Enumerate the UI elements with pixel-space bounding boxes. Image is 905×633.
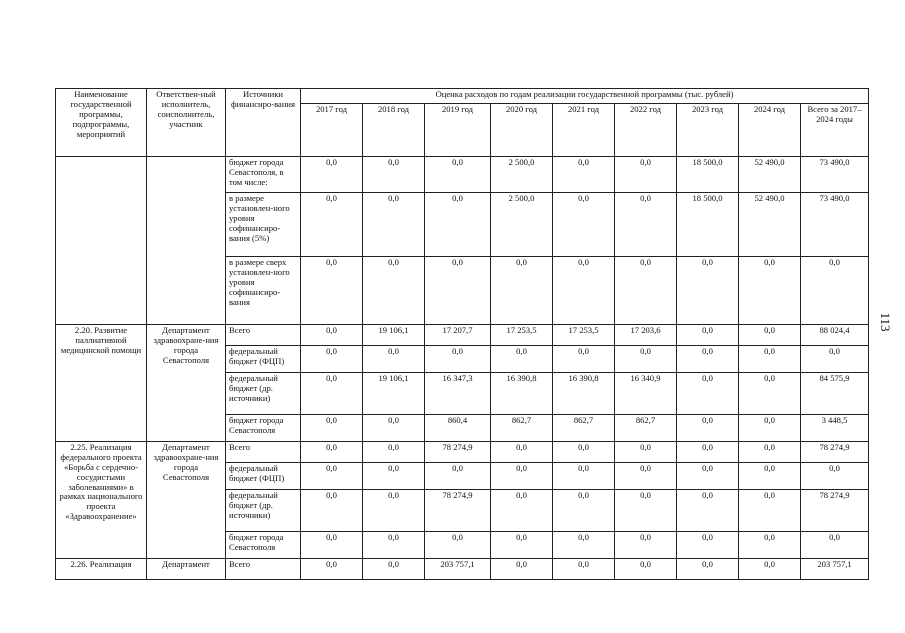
funding-source: бюджет города Севастополя, в том числе: xyxy=(226,157,301,193)
budget-table xyxy=(55,88,869,580)
year-value: 78 274,9 xyxy=(425,442,491,463)
header-source: Источники финансиро-вания xyxy=(226,89,301,157)
year-value: 0,0 xyxy=(615,490,677,532)
year-value: 0,0 xyxy=(615,157,677,193)
header-executor: Ответствен-ный исполнитель, соисполнитель, участник xyxy=(147,89,226,157)
program-executor: Департамент xyxy=(147,559,226,580)
year-value: 0,0 xyxy=(615,193,677,257)
year-value: 0,0 xyxy=(739,463,801,490)
header-total: Всего за 2017–2024 годы xyxy=(801,104,869,157)
year-value: 0,0 xyxy=(739,559,801,580)
total-value: 0,0 xyxy=(801,463,869,490)
year-value: 862,7 xyxy=(615,415,677,442)
header-year: 2023 год xyxy=(677,104,739,157)
year-value: 0,0 xyxy=(677,463,739,490)
year-value: 0,0 xyxy=(615,257,677,325)
program-name xyxy=(56,157,147,325)
year-value: 19 106,1 xyxy=(363,373,425,415)
funding-source: федеральный бюджет (ФЦП) xyxy=(226,463,301,490)
year-value: 862,7 xyxy=(553,415,615,442)
year-value: 0,0 xyxy=(363,559,425,580)
year-value: 0,0 xyxy=(491,257,553,325)
year-value: 0,0 xyxy=(425,157,491,193)
funding-source: федеральный бюджет (др. источники) xyxy=(226,373,301,415)
funding-source: федеральный бюджет (ФЦП) xyxy=(226,346,301,373)
year-value: 0,0 xyxy=(739,415,801,442)
year-value: 0,0 xyxy=(677,559,739,580)
year-value: 0,0 xyxy=(615,532,677,559)
year-value: 0,0 xyxy=(301,157,363,193)
year-value: 0,0 xyxy=(553,257,615,325)
year-value: 18 500,0 xyxy=(677,157,739,193)
year-value: 2 500,0 xyxy=(491,193,553,257)
year-value: 0,0 xyxy=(553,346,615,373)
year-value: 19 106,1 xyxy=(363,325,425,346)
program-name: 2.26. Реализация xyxy=(56,559,147,580)
year-value: 203 757,1 xyxy=(425,559,491,580)
year-value: 0,0 xyxy=(677,490,739,532)
funding-source: бюджет города Севастополя xyxy=(226,415,301,442)
year-value: 0,0 xyxy=(301,415,363,442)
year-value: 0,0 xyxy=(491,559,553,580)
header-name: Наименование государственной программы, подпрограммы, мероприятий xyxy=(56,89,147,157)
total-value: 3 448,5 xyxy=(801,415,869,442)
year-value: 0,0 xyxy=(677,346,739,373)
total-value: 73 490,0 xyxy=(801,193,869,257)
year-value: 0,0 xyxy=(491,532,553,559)
year-value: 0,0 xyxy=(553,193,615,257)
total-value: 0,0 xyxy=(801,346,869,373)
total-value: 0,0 xyxy=(801,257,869,325)
program-name: 2.20. Развитие паллиативной медицинской помощи xyxy=(56,325,147,442)
year-value: 0,0 xyxy=(677,532,739,559)
year-value: 0,0 xyxy=(425,193,491,257)
table-body xyxy=(56,157,869,580)
year-value: 0,0 xyxy=(363,157,425,193)
year-value: 0,0 xyxy=(677,373,739,415)
year-value: 0,0 xyxy=(739,257,801,325)
year-value: 2 500,0 xyxy=(491,157,553,193)
year-value: 0,0 xyxy=(739,442,801,463)
year-value: 0,0 xyxy=(739,325,801,346)
year-value: 78 274,9 xyxy=(425,490,491,532)
header-year: 2017 год xyxy=(301,104,363,157)
total-value: 78 274,9 xyxy=(801,442,869,463)
funding-source: федеральный бюджет (др. источники) xyxy=(226,490,301,532)
year-value: 17 207,7 xyxy=(425,325,491,346)
funding-source: в размере сверх установлен-ного уровня софинансиро-вания xyxy=(226,257,301,325)
funding-source: бюджет города Севастополя xyxy=(226,532,301,559)
total-value: 78 274,9 xyxy=(801,490,869,532)
funding-source: в размере установлен-ного уровня софинансиро-вания (5%) xyxy=(226,193,301,257)
year-value: 0,0 xyxy=(363,415,425,442)
year-value: 17 253,5 xyxy=(491,325,553,346)
year-value: 0,0 xyxy=(301,559,363,580)
year-value: 16 340,9 xyxy=(615,373,677,415)
year-value: 0,0 xyxy=(363,532,425,559)
year-value: 0,0 xyxy=(301,463,363,490)
year-value: 0,0 xyxy=(301,193,363,257)
header-year: 2021 год xyxy=(553,104,615,157)
year-value: 0,0 xyxy=(615,346,677,373)
funding-source: Всего xyxy=(226,325,301,346)
year-value: 0,0 xyxy=(491,490,553,532)
total-value: 73 490,0 xyxy=(801,157,869,193)
year-value: 0,0 xyxy=(301,442,363,463)
year-value: 0,0 xyxy=(491,346,553,373)
year-value: 0,0 xyxy=(677,415,739,442)
year-value: 0,0 xyxy=(739,373,801,415)
year-value: 0,0 xyxy=(491,442,553,463)
year-value: 16 390,8 xyxy=(553,373,615,415)
year-value: 0,0 xyxy=(739,490,801,532)
total-value: 203 757,1 xyxy=(801,559,869,580)
funding-source: Всего xyxy=(226,559,301,580)
year-value: 0,0 xyxy=(677,325,739,346)
year-value: 0,0 xyxy=(301,373,363,415)
total-value: 0,0 xyxy=(801,532,869,559)
total-value: 84 575,9 xyxy=(801,373,869,415)
year-value: 0,0 xyxy=(553,490,615,532)
year-value: 0,0 xyxy=(677,442,739,463)
program-executor: Департамент здравоохране-ния города Севастополя xyxy=(147,442,226,559)
year-value: 16 347,3 xyxy=(425,373,491,415)
program-executor xyxy=(147,157,226,325)
header-year: 2020 год xyxy=(491,104,553,157)
year-value: 0,0 xyxy=(553,442,615,463)
header-year: 2019 год xyxy=(425,104,491,157)
year-value: 0,0 xyxy=(363,442,425,463)
year-value: 0,0 xyxy=(425,257,491,325)
year-value: 0,0 xyxy=(615,559,677,580)
year-value: 0,0 xyxy=(301,532,363,559)
year-value: 0,0 xyxy=(301,325,363,346)
year-value: 0,0 xyxy=(363,193,425,257)
year-value: 52 490,0 xyxy=(739,157,801,193)
year-value: 0,0 xyxy=(553,559,615,580)
year-value: 0,0 xyxy=(301,346,363,373)
year-value: 0,0 xyxy=(739,346,801,373)
program-executor: Департамент здравоохране-ния города Севастополя xyxy=(147,325,226,442)
year-value: 0,0 xyxy=(363,346,425,373)
year-value: 0,0 xyxy=(425,463,491,490)
header-year: 2018 год xyxy=(363,104,425,157)
page-number: 113 xyxy=(878,312,893,332)
year-value: 0,0 xyxy=(363,463,425,490)
year-value: 0,0 xyxy=(615,442,677,463)
year-value: 0,0 xyxy=(615,463,677,490)
year-value: 0,0 xyxy=(301,257,363,325)
year-value: 18 500,0 xyxy=(677,193,739,257)
year-value: 17 203,6 xyxy=(615,325,677,346)
table-row xyxy=(56,442,869,463)
year-value: 0,0 xyxy=(677,257,739,325)
year-value: 860,4 xyxy=(425,415,491,442)
header-estimate-title: Оценка расходов по годам реализации государственной программы (тыс. рублей) xyxy=(301,89,869,104)
year-value: 52 490,0 xyxy=(739,193,801,257)
header-year: 2022 год xyxy=(615,104,677,157)
funding-source: Всего xyxy=(226,442,301,463)
year-value: 0,0 xyxy=(553,157,615,193)
year-value: 0,0 xyxy=(301,490,363,532)
table-row xyxy=(56,559,869,580)
year-value: 0,0 xyxy=(739,532,801,559)
year-value: 0,0 xyxy=(553,532,615,559)
table-row xyxy=(56,325,869,346)
year-value: 17 253,5 xyxy=(553,325,615,346)
year-value: 862,7 xyxy=(491,415,553,442)
year-value: 0,0 xyxy=(363,257,425,325)
total-value: 88 024,4 xyxy=(801,325,869,346)
year-value: 0,0 xyxy=(363,490,425,532)
year-value: 0,0 xyxy=(553,463,615,490)
header-year: 2024 год xyxy=(739,104,801,157)
year-value: 0,0 xyxy=(425,532,491,559)
year-value: 16 390,8 xyxy=(491,373,553,415)
program-name: 2.25. Реализация федерального проекта «Борьба с сердечно-сосудистыми заболеваниями» в рамках национального проекта «Здравоохранение» xyxy=(56,442,147,559)
table-row xyxy=(56,157,869,193)
year-value: 0,0 xyxy=(491,463,553,490)
year-value: 0,0 xyxy=(425,346,491,373)
